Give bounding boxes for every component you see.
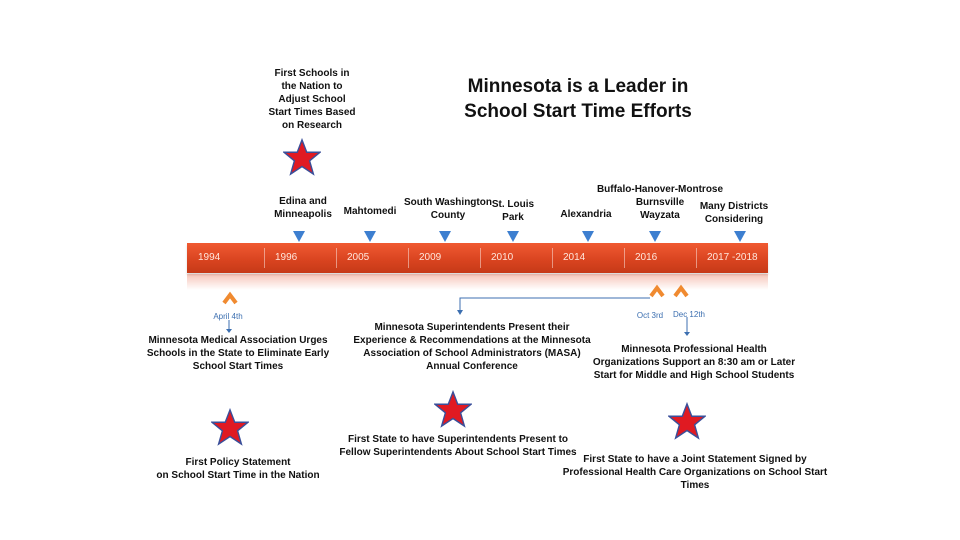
label-health-orgs: Minnesota Professional Health Organizations Support an 8:30 am or Later Start for Middle and High School Students [592,344,796,381]
label-mahtomedi: Mahtomedi [343,206,397,217]
timeline-bar [187,243,768,273]
label-first-schools: First Schools in the Nation to Adjust School Start Times Based on Research [268,68,356,131]
star-icon [668,402,706,440]
star-icon [211,408,249,446]
date-oct: Oct 3rd [636,311,664,320]
marker-1996-icon [293,231,305,242]
year-label: 2014 [563,252,586,263]
year-label: 1994 [198,252,221,263]
label-first-policy: First Policy Statement on School Start Time in the Nation [156,457,320,481]
marker-2005-icon [364,231,376,242]
marker-2009-icon [439,231,451,242]
label-south-washington: South Washington County [404,197,492,221]
connector-arrow-icon [454,295,654,317]
year-label: 2009 [419,252,442,263]
arrow-down-icon [683,317,691,337]
chevron-up-icon [222,291,238,305]
label-first-supers: First State to have Superintendents Present to Fellow Superintendents About School Start Times [339,434,577,458]
year-label: 2010 [491,252,514,263]
year-label: 2005 [347,252,370,263]
star-icon [283,138,321,176]
chevron-up-icon [673,284,689,298]
year-label: 2016 [635,252,658,263]
label-alexandria: Alexandria [560,209,612,220]
year-label: 1996 [275,252,298,263]
page-title: Minnesota is a Leader in School Start Time Efforts [464,76,692,122]
marker-2014-icon [582,231,594,242]
label-mma: Minnesota Medical Association Urges Schools in the State to Eliminate Early School Start Times [146,335,330,372]
star-icon [434,390,472,428]
date-april: April 4th [213,312,243,321]
date-dec: Dec 12th [672,310,706,319]
label-superintendents: Minnesota Superintendents Present their Experience & Recommendations at the Minnesota Association of School Administrators (MASA) Annual Conference [353,322,591,372]
label-many-districts: Many Districts Considering [699,201,769,225]
year-label: 2017 -2018 [707,252,758,263]
label-st-louis-park: St. Louis Park [491,199,535,223]
marker-2010-icon [507,231,519,242]
marker-2017-icon [734,231,746,242]
label-edina: Edina and Minneapolis [274,196,332,220]
arrow-down-icon [225,320,233,334]
marker-2016-icon [649,231,661,242]
label-first-joint: First State to have a Joint Statement Signed by Professional Health Care Organizations on School Start Times [562,454,828,491]
label-buffalo: Buffalo-Hanover-Montrose Burnsville Wayzata [596,184,724,221]
